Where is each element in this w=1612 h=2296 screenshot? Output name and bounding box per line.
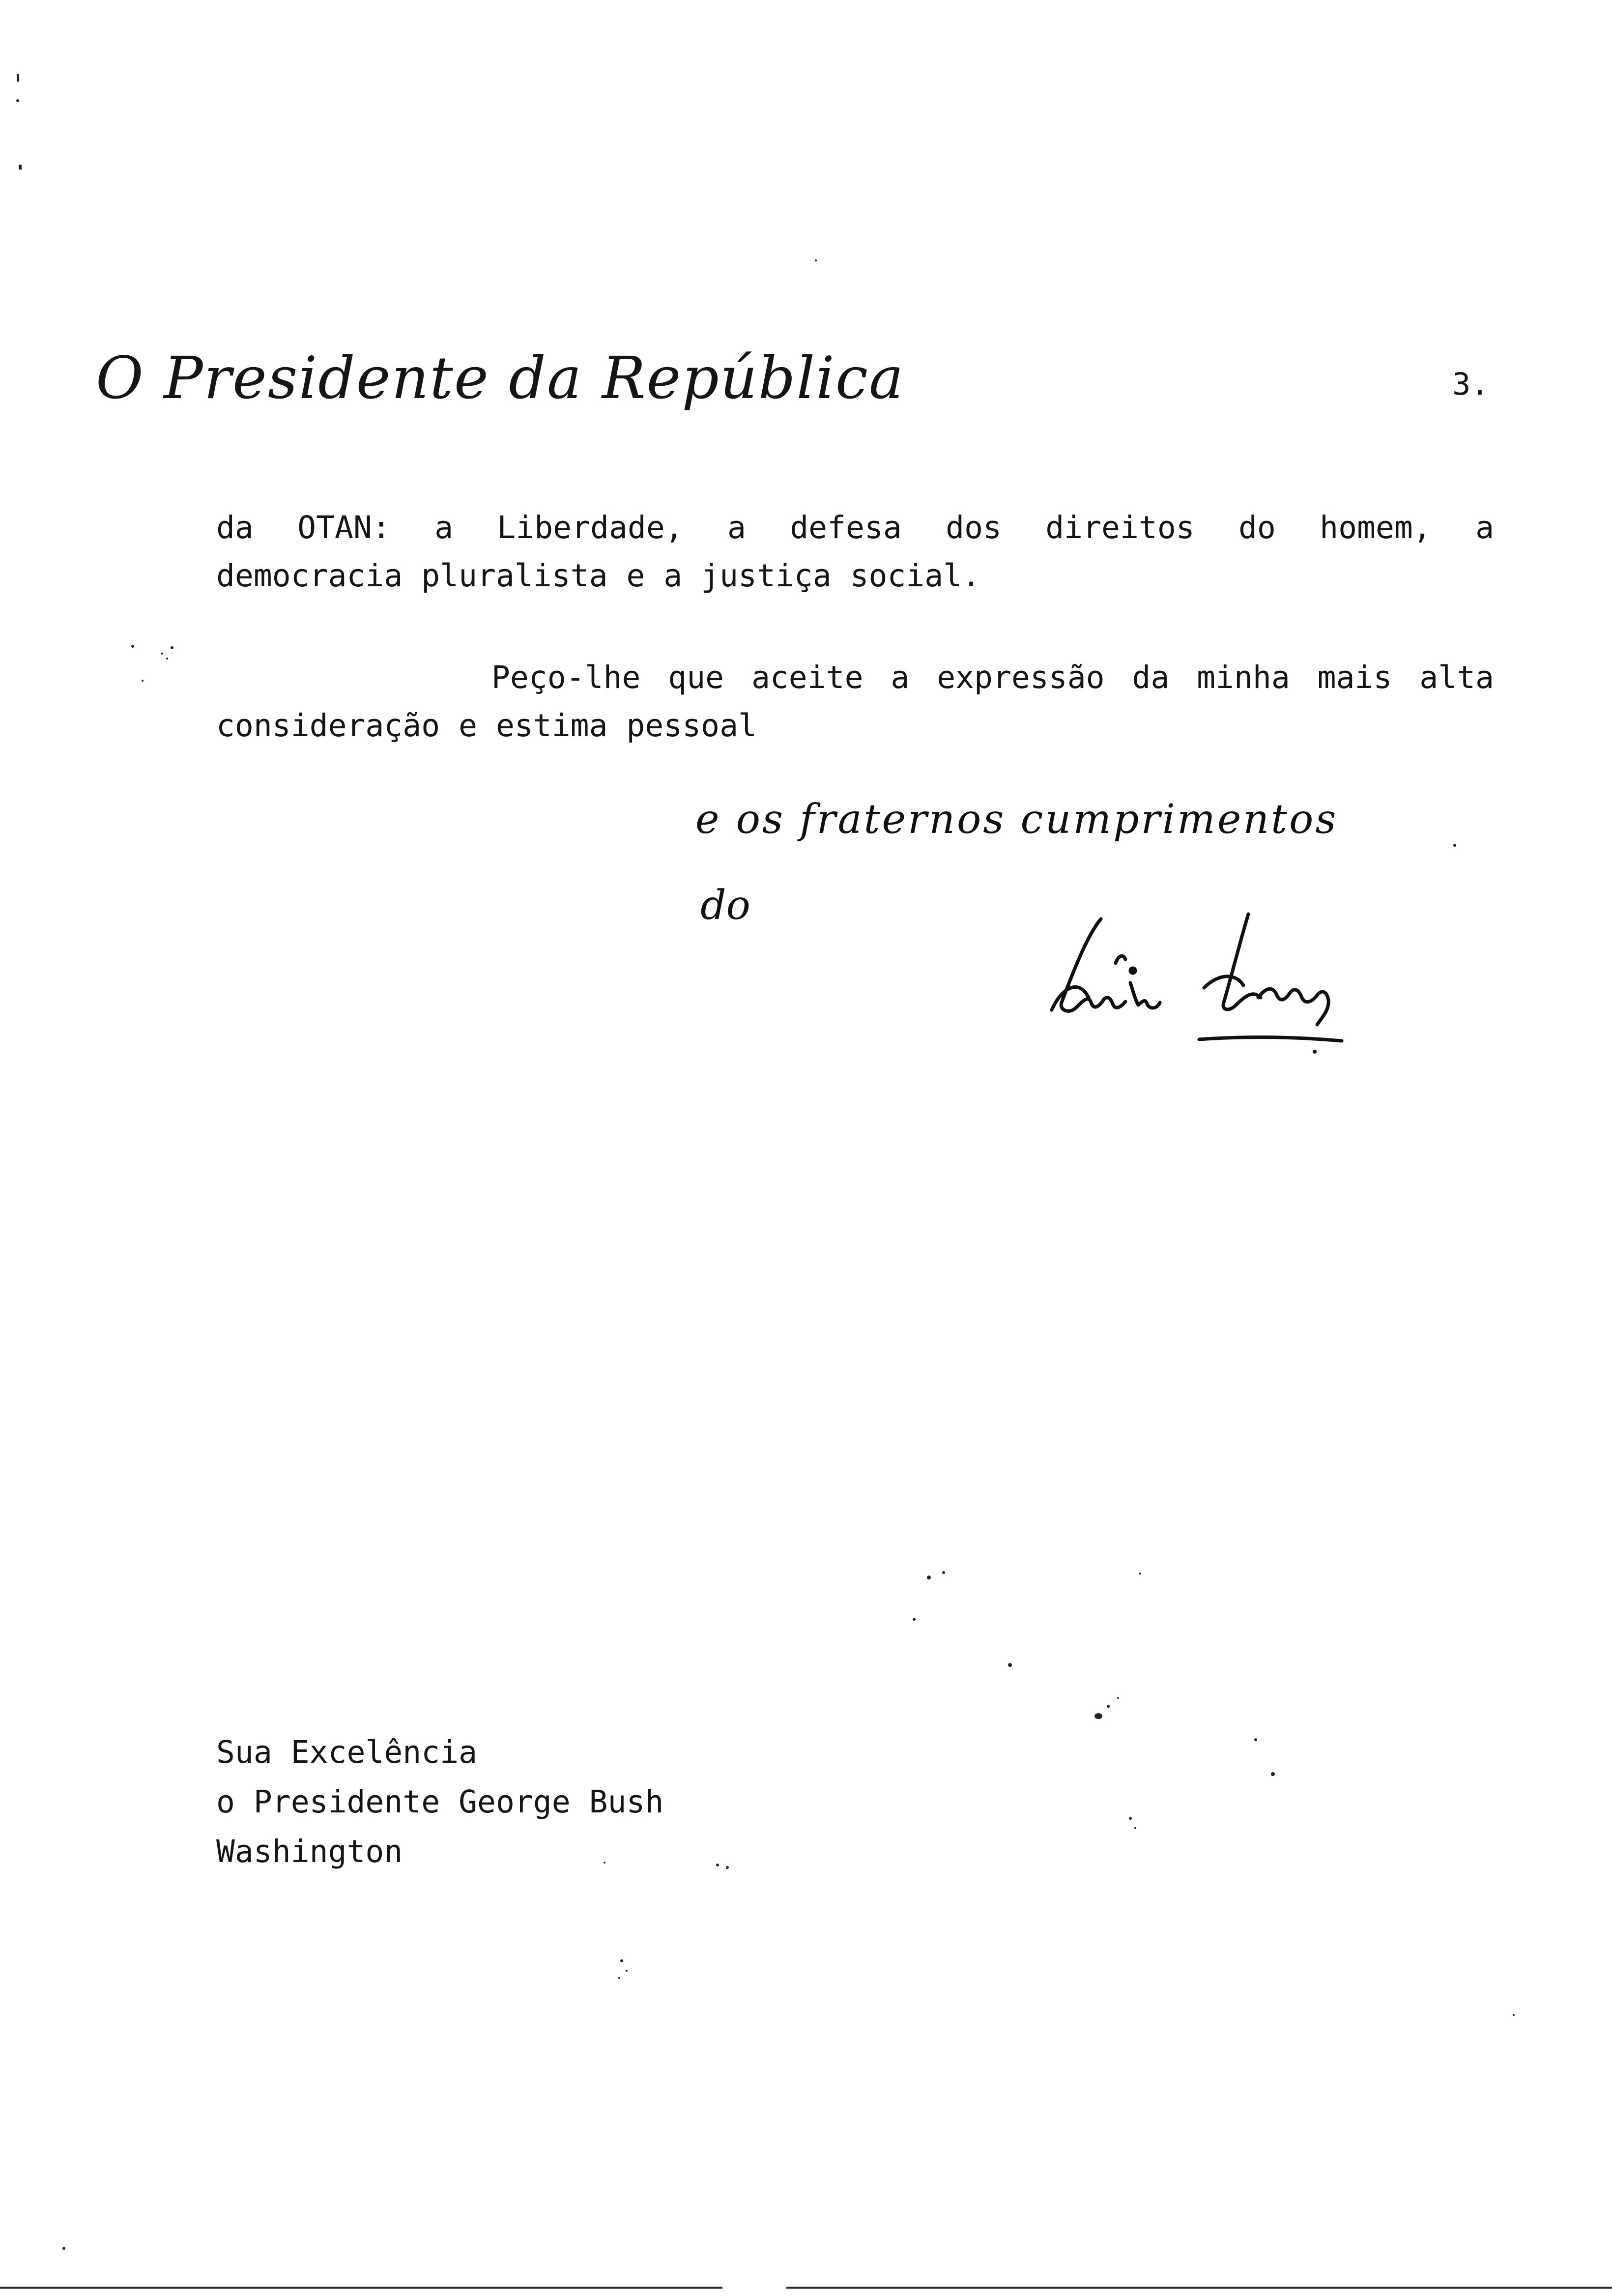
word: OTAN: (297, 510, 391, 545)
handwritten-closing-line-2: do (700, 882, 750, 929)
word: a (434, 510, 454, 545)
paragraph-1-line-2: democracia pluralista e a justiça social. (216, 558, 981, 594)
word: a (891, 660, 910, 695)
word: homem, (1320, 510, 1432, 545)
word: minha (1197, 660, 1290, 695)
page-number: 3. (1452, 366, 1489, 402)
word: da (1132, 660, 1170, 695)
addressee-line-3: Washington (216, 1834, 403, 1869)
word: Liberdade, (497, 510, 684, 545)
letterhead-title: O Presidente da República (96, 344, 905, 412)
word: do (1238, 510, 1276, 545)
addressee-line-1: Sua Excelência (216, 1734, 478, 1770)
word: Peço-lhe (491, 660, 641, 695)
word: mais (1317, 660, 1392, 695)
word: a (727, 510, 746, 545)
word: a (1475, 510, 1494, 545)
word: que (668, 660, 724, 695)
word: expressão (937, 660, 1105, 695)
word: da (216, 510, 254, 545)
word: dos (946, 510, 1002, 545)
word: direitos (1045, 510, 1195, 545)
paragraph-2-line-2: consideração e estima pessoal (216, 708, 757, 744)
handwritten-closing-line-1: e os fraternos cumprimentos (695, 796, 1338, 843)
bottom-rule (0, 2286, 1612, 2289)
addressee-line-2: o Presidente George Bush (216, 1784, 664, 1820)
word: defesa (790, 510, 902, 545)
word: aceite (751, 660, 864, 695)
word: alta (1419, 660, 1494, 695)
